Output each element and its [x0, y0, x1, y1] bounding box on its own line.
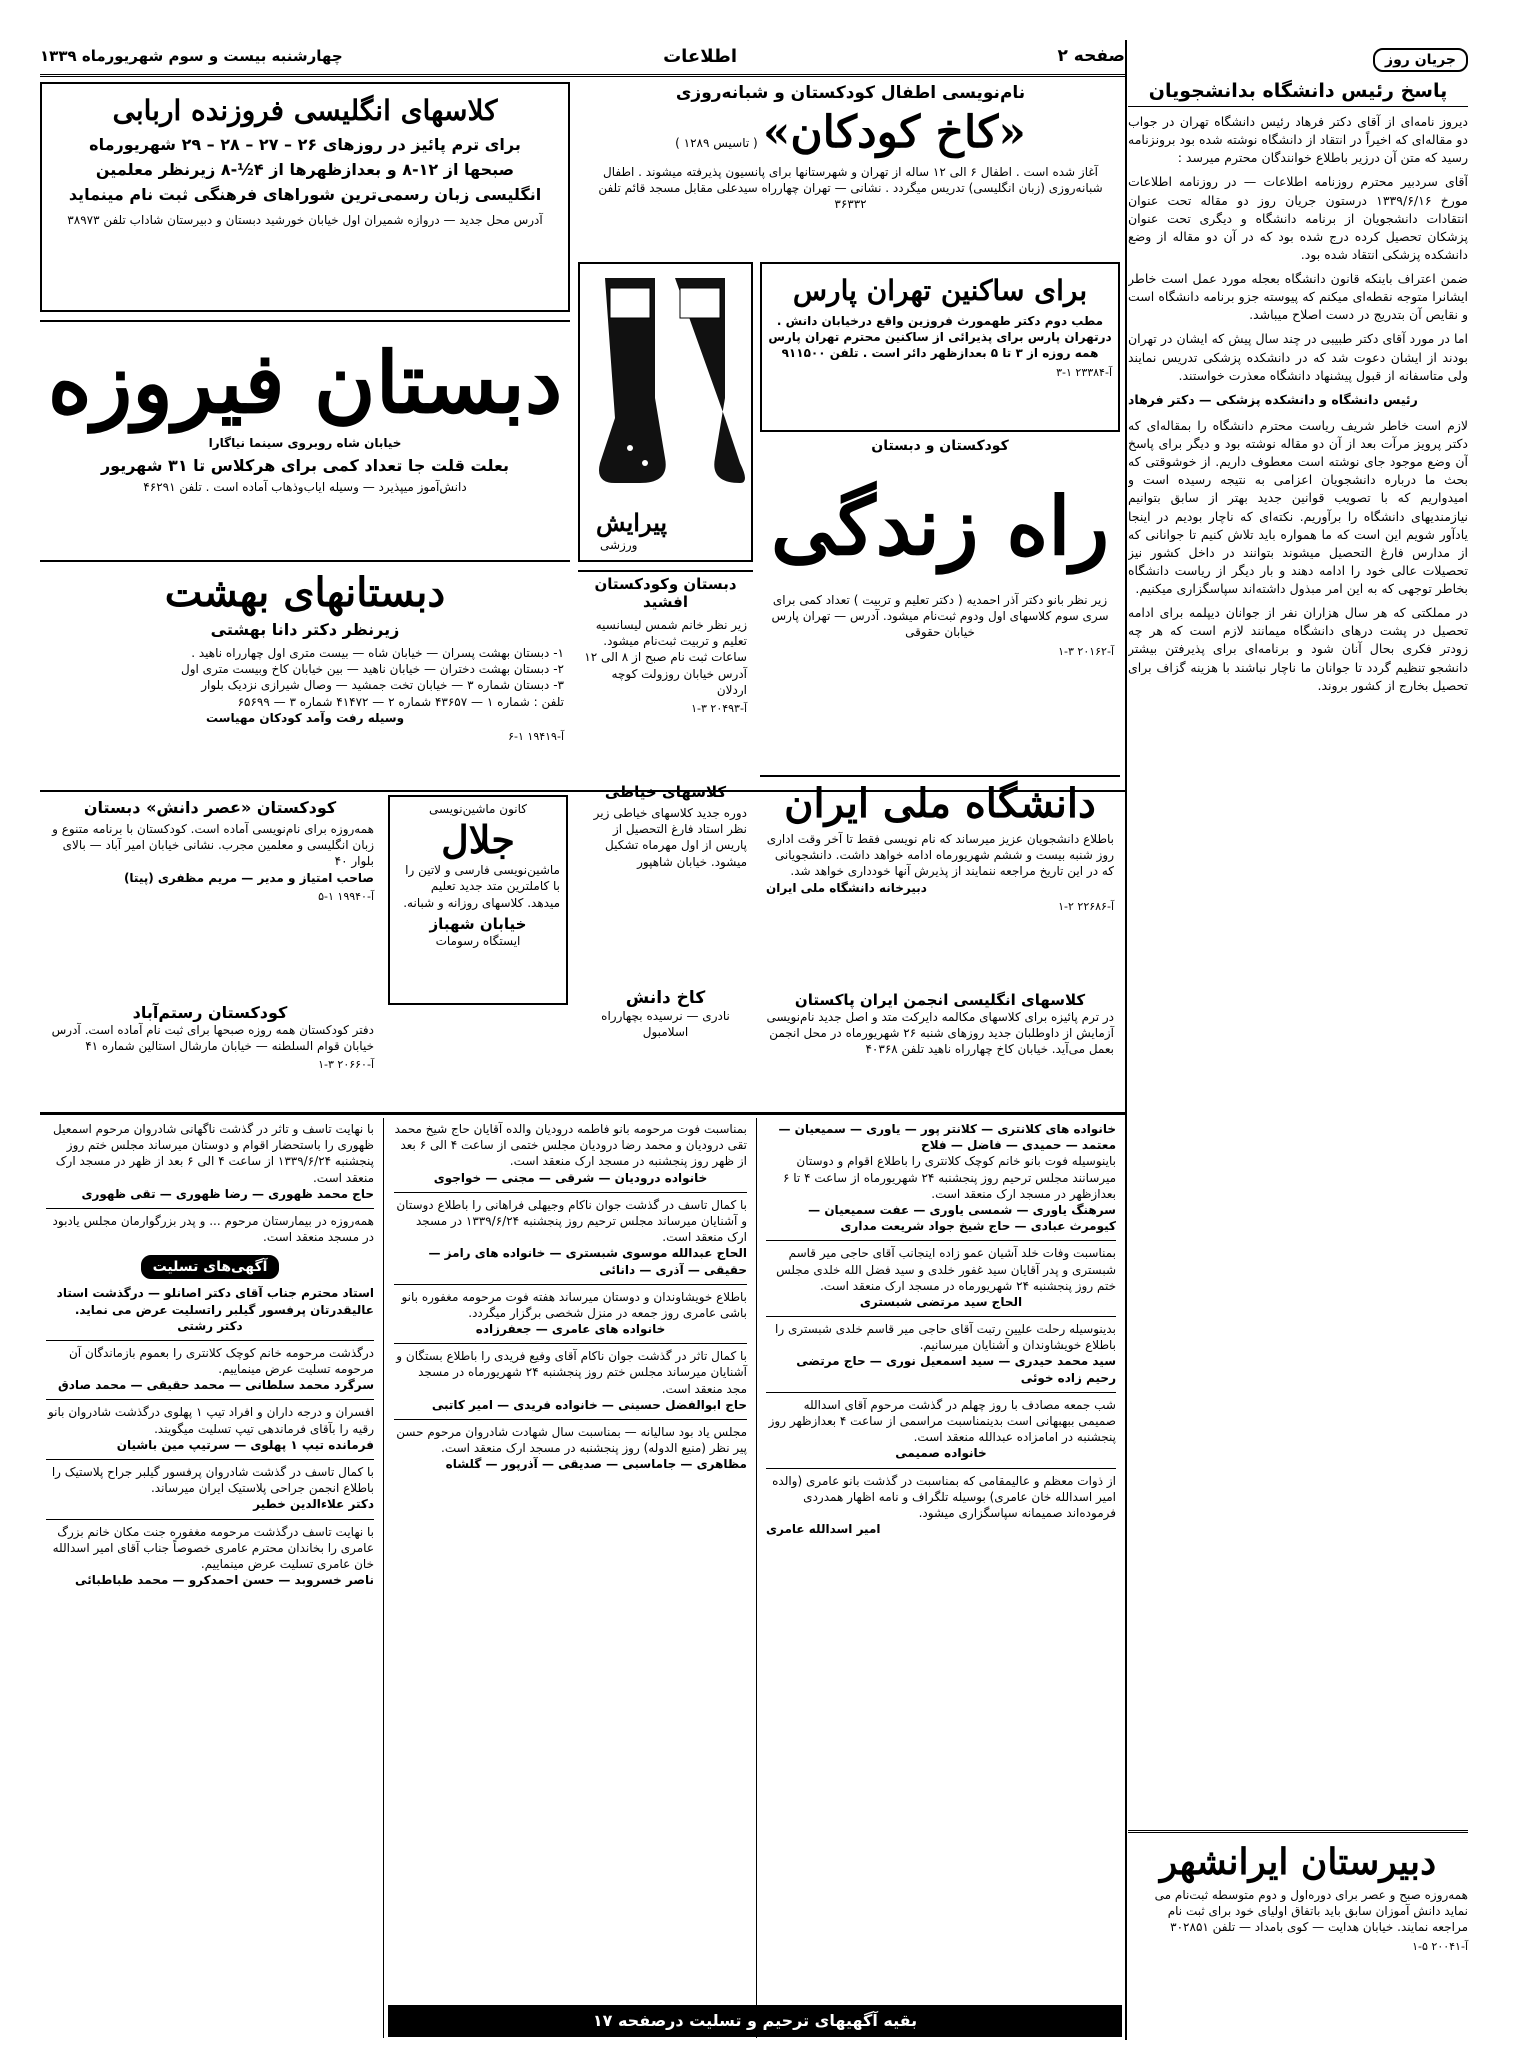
- header-date: چهارشنبه بیست و سوم شهریورماه ۱۳۳۹: [40, 47, 343, 65]
- pakistan-ad: [760, 988, 1120, 1108]
- afshid-text: زیر نظر خانم شمس لیسانسیه تعلیم و تربیت ثبت‌نام میشود. ساعات ثبت نام صبح از ۸ الی ۱۲ آدرس خیابان روزولت کوچه اردلان: [584, 618, 747, 697]
- clinic-text: مطب دوم دکتر طهمورث فروزین واقع درخیابان دانش . درتهران پارس برای پذیرائی از ساکنین محترم تهران پارس همه روزه از ۳ تا ۵ بعدازظهر دائر است . تلفن ۹۱۱۵۰۰: [768, 314, 1112, 361]
- asredanesh-code: آ-۱۹۹۴۰ ۱-۵: [318, 889, 374, 903]
- notice-text: بمناسبت وفات خلد آشیان عمو زاده اینجانب آقای حاجی میر قاسم شبستری و پدر آقایان سید غفور خلدی و سید فضل الله خلدی مجلس ختم روز پنجشنبه ۲۴ شهریورماه در مسجد ارک منعقد است.: [766, 1240, 1116, 1294]
- column-paragraph: لازم است خاطر شریف ریاست محترم دانشگاه را بمقاله‌ای که دکتر پرویز مرآت بعد از آن دو مقاله نوشته بود و دیگر برای پاسخ آن وضع موجود جای نوشته است معطوف داریم. از خوشوقتی که بحث ما درباره دانشجویان اعزامی به نتیجه رسیده است و امیدواریم که با تصویب قوانین جدید بهتر از سابق بتوانیم نیازمندیهای دانشگاه را برآوریم. نکته‌ای که ناچار بودیم در اینجا یادآور شویم این است که ما همواره باید تلاش کنیم تا جوانانی که از مدارس فارغ التحصیل میشوند بتوانند در داخل کشور نیز تحصیلات عالی خود را ادامه دهند و بار دیگر از ریاست دانشگاه بخاطر توجهی که به این امر مبذول داشته‌اند سپاسگزاری میکنیم.: [1128, 417, 1468, 596]
- behesht-code: آ-۱۹۴۱۹ ۱-۶: [508, 729, 564, 743]
- socks-illustration: [585, 268, 745, 508]
- tehranpars-clinic-ad: [760, 262, 1120, 432]
- iranshahr-code: آ-۲۰۰۴۱ ۵-۱: [1412, 1939, 1468, 1953]
- notice-text: افسران و درجه داران و افراد تیپ ۱ پهلوی درگذشت شادروان بانو رقیه را بآقای فرماندهی تیپ تسلیت میگویند.: [46, 1399, 374, 1436]
- asredanesh-text: همه‌روزه برای نام‌نویسی آماده است. کودکستان با برنامه متنوع و زبان انگلیسی و معلمین مجرب. نشانی خیابان امیر آباد — بالای بلوار ۴۰: [52, 822, 374, 869]
- khayati-title: کلاسهای خیاطی: [604, 783, 727, 801]
- rostamabad-text: دفتر کودکستان همه روزه صبحها برای ثبت نام آماده است. آدرس خیابان قوام السلطنه — خیابان مارشال استالین شماره ۴۱: [51, 1023, 374, 1054]
- khayati-text: دوره جدید کلاسهای خیاطی زیر نظر استاد فارغ التحصیل از پاریس از اول مهرماه تشکیل میشود. خیابان شاهپور: [593, 806, 747, 869]
- english-classes-line: صبحها از ۱۲-۸ و بعدازظهرها از ۴½-۸ زیرنظر معلمین: [95, 160, 515, 179]
- column-signature: رئیس دانشگاه و دانشکده پزشکی — دکتر فرهاد: [1128, 391, 1418, 407]
- behesht-line: ۳- دبستان شماره ۳ — خیابان تخت جمشید — وصال شیرازی نزدیک بلوار: [201, 678, 564, 693]
- notice-signature: خانواده صمیمی: [895, 1446, 987, 1461]
- notice-signature: خانواده درودیان — شرقی — مجنی — خواجوی: [433, 1170, 708, 1185]
- column-paragraph: دیروز نامه‌ای از آقای دکتر فرهاد رئیس دانشگاه تهران در جواب دو مقاله‌ای که اخیراً در انتقاد از دانشگاه نوشته شده بود برونزنامه رسید که متن آن درزیر باطلاع خوانندگان محترم میرسد :: [1128, 114, 1468, 166]
- column-paragraph: در مملکتی که هر سال هزاران نفر از جوانان دیپلمه برای ادامه تحصیل در پشت درهای دانشگاه میمانند لازم است که هر چه زودتر فکری بحال آنان شود و برنامه‌ای برای پذیرفتن بیشتر دانشجو تنظیم گردد تا جوانان ما ناچار نباشند با هزینه گزاف برای تحصیل بخارج از کشور بروند.: [1128, 605, 1468, 693]
- notice-text: با کمال تاسف در گذشت جوان ناکام وجیهلی فراهانی را باطلاع دوستان و آشنایان میرساند مجلس ترحیم روز پنجشنبه ۱۳۳۹/۶/۲۴ در مسجد ارک منعقد است.: [394, 1192, 747, 1246]
- notice-text: باینوسیله فوت بانو خانم کوچک کلانتری را باطلاع اقوام و دوستان میرسانند مجلس ترحیم روز پنجشنبه ۲۴ شهریورماه از ساعت ۴ تا ۶ بعدازظهر در مسجد ارک منعقد است.: [783, 1154, 1116, 1201]
- english-classes-line: برای ترم پائیز در روزهای ۲۶ – ۲۷ – ۲۸ – ۲۹ شهریورماه: [89, 135, 521, 154]
- pakistan-title: کلاسهای انگلیسی انجمن ایران پاکستان: [794, 991, 1086, 1009]
- rostamabad-ad: [40, 1000, 380, 1110]
- notices-left-column: [40, 1118, 380, 2038]
- behesht-line: ۱- دبستان بهشت پسران — خیابان شاه — بیست متری اول چهارراه ناهید .: [191, 646, 564, 660]
- jalal-text: ماشین‌نویسی فارسی و لاتین را با کاملترین متد جدید تعلیم میدهد. کلاسهای روزانه و شبانه.: [403, 863, 560, 910]
- kakh-text: آغاز شده است . اطفال ۶ الی ۱۲ ساله از تهران و شهرستانها برای پانسیون پذیرفته میشوند . اطفال شبانه‌روزی (زبان انگلیسی) تدریس میگردد . نشانی — تهران چهارراه سیدعلی مقابل مسجد قائم تلفن ۳۶۳۳۲: [598, 165, 1103, 212]
- khayati-ad: [578, 780, 753, 980]
- notice-text: بدینوسیله رحلت علیین رتبت آقای حاجی میر قاسم خلدی شبستری را باطلاع خویشاوندان و آشنایان میرسانیم.: [766, 1316, 1116, 1353]
- socks-brand: پیرایش: [596, 508, 668, 537]
- rostamabad-code: آ-۲۰۶۶۰ ۳-۱: [318, 1058, 374, 1072]
- notice-signature: حاج ابوالفضل حسینی — خانواده فریدی — امیر کاتبی: [431, 1397, 747, 1412]
- notice-signature: دکتر علاءالدین خطیر: [253, 1497, 374, 1512]
- afshid-title: دبستان وکودکستان افشید: [594, 575, 737, 611]
- kakh-koodakan-ad: [578, 80, 1123, 260]
- english-classes-title: کلاسهای انگلیسی فروزنده اربابی: [112, 94, 498, 127]
- notices-right-column: [760, 1118, 1122, 2038]
- afshid-ad: [578, 570, 753, 770]
- socks-ad: [578, 262, 753, 562]
- asredanesh-sign: صاحب امتیاز و مدیر — مریم مظفری (پیتا): [123, 870, 374, 885]
- jalal-title: جلال: [441, 817, 515, 863]
- column-paragraph: آقای سردبیر محترم روزنامه اطلاعات — در روزنامه اطلاعات مورخ ۱۳۳۹/۶/۱۶ درستون جریان روز دو مقاله تحت عنوان انتقادات دانشجویان از برنامه دانشگاه و دیگری تحت عنوان پزشکان تحصیل کرده درج شده بود که در آن دو مقاله از وضع دانشکده پزشکی انتقاد شده بود.: [1128, 174, 1468, 262]
- notice-text: همه‌روزه در بیمارستان مرحوم ... و پدر بزرگوارمان مجلس یادبود در مسجد منعقد است.: [46, 1208, 374, 1245]
- university-ad: [760, 775, 1120, 985]
- english-classes-ad: [40, 82, 570, 312]
- clinic-title: برای ساکنین تهران پارس: [792, 274, 1088, 307]
- notice-signature: خانواده های عامری — جعفرزاده: [475, 1322, 666, 1337]
- header-page-number: صفحه ۲: [1057, 46, 1125, 66]
- firouzeh-line: دانش‌آموز میپذیرد — وسیله ایاب‌وذهاب آماده است . تلفن ۴۶۲۹۱: [143, 479, 467, 494]
- notice-signature: حاج محمد ظهوری — رضا ظهوری — تقی ظهوری: [81, 1186, 374, 1201]
- kakh-established: ( تاسیس ۱۲۸۹ ): [675, 136, 758, 150]
- right-column: [1128, 40, 1468, 2040]
- notice-signature: ناصر خسروبد — حسن احمدکرو — محمد طباطبائی: [75, 1573, 374, 1588]
- kakh-title: «کاخ کودکان»: [762, 107, 1026, 158]
- firouzeh-line: خیابان شاه روبروی سینما نیاگارا: [208, 436, 402, 451]
- behesht-ad: [40, 560, 570, 785]
- notice-signature: مظاهری — جاماسبی — صدیقی — آذرپور — گلشاه: [445, 1457, 747, 1472]
- notice-text: با کمال تاسف در گذشت شادروان پرفسور گیلبر جراح پلاستیک را باطلاع انجمن جراحی پلاستیک ایران میرساند.: [46, 1459, 374, 1496]
- kakh-top: نام‌نویسی اطفال کودکستان و شبانه‌روزی: [675, 83, 1026, 103]
- notice-heading: خانواده های کلانتری — کلانتر پور — یاوری — سمیعیان — معتمد — حمیدی — فاضل — فلاح: [778, 1122, 1116, 1153]
- university-code: آ-۲۲۶۸۶ ۲-۱: [1058, 899, 1114, 913]
- rahzendegi-title: راه زندگی: [770, 479, 1110, 573]
- notice-text: شب جمعه مصادف با روز چهلم در گذشت مرحوم آقای اسدالله صمیمی ببهبهانی است بدینمناسبت مراسمی از ساعت ۴ بعدازظهر روز پنجشنبه در امامزاده عبدالله منعقد است.: [766, 1392, 1116, 1446]
- behesht-title: دبستانهای بهشت: [164, 569, 446, 616]
- notice-signature: الحاج عبدالله موسوی شبستری — خانواده های رامز — حقیقی — آذری — دانائی: [428, 1246, 747, 1277]
- notice-text: از ذوات معظم و عالیمقامی که بمناسبت در گذشت بانو عامری (والده امیر اسدالله خان عامری) بوسیله تلگراف و نامه اظهار همدردی فرموده‌اند صمیمانه سپاسگزاری میشود.: [766, 1468, 1116, 1522]
- column-paragraph: اما در مورد آقای دکتر طبیبی در چند سال پیش که ایشان در تهران بودند از ایشان دعوت شد که در دانشکده پزشکی تدریس نمایند ولی متاسفانه از قبول پیشنهاد دانشگاه معذرت خواستند.: [1128, 331, 1468, 383]
- jalal-foot2: ایستگاه رسومات: [435, 933, 521, 948]
- kakhdanesh-text: نادری — نرسیده بچهارراه اسلامبول: [601, 1009, 730, 1040]
- pakistan-text: در ترم پائیزه برای کلاسهای مکالمه دایرکت متد و اصل جدید نام‌نویسی آزمایش از داوطلبان جدید روزهای شنبه ۲۶ شهریورماه در محل انجمن بعمل می‌آید. خیابان کاخ چهارراه ناهید تلفن ۴۰۳۶۸: [766, 1010, 1114, 1057]
- more-notices-banner: بقیه آگهیهای ترحیم و تسلیت درصفحه ۱۷: [388, 2005, 1122, 2037]
- notice-text: مجلس یاد بود سالیانه — بمناسبت سال شهادت شادروان مرحوم حسن پیر نظر (منیع الدوله) روز پنجشنبه در مسجد ارک منعقد است.: [394, 1419, 747, 1456]
- jalal-kicker: کانون ماشین‌نویسی: [428, 802, 527, 816]
- university-title: دانشگاه ملی ایران: [784, 780, 1096, 827]
- notice-signature: فرمانده تیپ ۱ پهلوی — سرتیپ مین باشیان: [116, 1437, 374, 1452]
- notice-text: با نهایت تاسف درگذشت مرحومه مغفوره جنت مکان خانم بزرگ عامری را بخاندان محترم عامری خصوصاً جناب آقای امیر اسدالله خان عامری تسلیت عرض مینماییم.: [46, 1519, 374, 1573]
- university-text: باطلاع دانشجویان عزیز میرساند که نام نویسی فقط تا آخر وقت اداری روز شنبه بیست و ششم شهریورماه ادامه خواهد داشت. دانشجویانی که در این تاریخ مراجعه ننمایند از پذیرش آنها خودداری خواهد شد.: [766, 832, 1114, 879]
- afshid-code: آ-۲۰۴۹۳ ۳-۱: [691, 701, 747, 715]
- notice-signature: الحاج سید مرتضی شبستری: [859, 1294, 1023, 1309]
- condolence-tag: آگهی‌های تسلیت: [141, 1255, 280, 1279]
- asredanesh-ad: [40, 795, 380, 995]
- column-paragraph: ضمن اعتراف باینکه قانون دانشگاه بعجله مورد عمل است خاطر ایشانرا متوجه نقطه‌ای میکنم که پیوسته جزو برنامه دانشگاه است و نقایص آن بتدریج در دست اصلاح میباشد.: [1128, 271, 1468, 323]
- english-classes-line: انگلیسی زبان رسمی‌ترین شوراهای فرهنگی ثبت نام مینماید: [68, 185, 542, 204]
- notice-text: با کمال تاثر در گذشت جوان ناکام آقای وفیع فریدی را باطلاع بستگان و آشنایان میرساند مجلس ختم روز پنجشنبه ۲۴ شهریورماه در مسجد مجد منعقد است.: [394, 1343, 747, 1397]
- jalal-foot: خیابان شهباز: [429, 914, 527, 933]
- column-divider: [1125, 40, 1127, 2040]
- socks-sub: ورزشی: [600, 538, 638, 552]
- notice-divider: [383, 1118, 384, 2038]
- iranshahr-title: دبیرستان ایرانشهر: [1159, 1841, 1437, 1883]
- firouzeh-line: بعلت قلت جا تعداد کمی برای هرکلاس تا ۳۱ شهریور: [100, 455, 510, 475]
- behesht-line: ۲- دبستان بهشت دختران — خیابان ناهید — بین خیابان کاخ وبیست متری اول: [181, 662, 564, 677]
- notice-text: درگذشت مرحومه خانم کوچک کلانتری را بعموم بازماندگان آن مرحومه تسلیت عرض مینماییم.: [46, 1340, 374, 1377]
- behesht-line: تلفن : شماره ۱ — ۴۳۶۵۷ شماره ۲ — ۴۱۴۷۲ شماره ۳ — ۶۵۶۹۹: [237, 694, 564, 709]
- behesht-subtitle: زیرنظر دکتر دانا بهشتی: [210, 620, 400, 639]
- iranshahr-text: همه‌روزه صبح و عصر برای دوره‌اول و دوم متوسطه ثبت‌نام می نماید دانش آموزان سابق باید باتفاق اولیای خود برای ثبت نام مراجعه نمایند. خیابان هدایت — کوی بامداد — تلفن ۳۰۲۸۵۱: [1154, 1888, 1468, 1935]
- notice-signature: سرگرد محمد سلطانی — محمد حقیقی — محمد صادق: [58, 1378, 374, 1393]
- rostamabad-title: کودکستان رستم‌آباد: [132, 1003, 288, 1022]
- header-paper-name: اطلاعات: [663, 45, 738, 67]
- notice-signature: سرهنگ یاوری — شمسی یاوری — عفت سمیعیان — کیومرث عبادی — حاج شیخ جواد شریعت مداری: [808, 1202, 1116, 1234]
- behesht-line: وسیله رفت وآمد کودکان مهیاست: [205, 710, 405, 725]
- notice-text: باطلاع خویشاوندان و دوستان میرساند هفته فوت مرحومه مغفوره بانو باشی عامری روز جمعه در منزل شخصی برگزار میگردد.: [394, 1284, 747, 1321]
- column-title: پاسخ رئیس دانشگاه بدانشجویان: [1128, 80, 1468, 107]
- english-classes-address: آدرس محل جدید — دروازه شمیران اول خیابان خورشید دبستان و دبیرستان شاداب تلفن ۳۸۹۷۳: [67, 213, 543, 227]
- rahzendegi-kicker: کودکستان و دبستان: [871, 438, 1009, 454]
- university-sign: دبیرخانه دانشگاه ملی ایران: [766, 880, 927, 895]
- kakhdanesh-ad: [578, 985, 753, 1095]
- firouzeh-title: دبستان فیروزه: [47, 333, 563, 432]
- notice-signature: سید محمد حیدری — سید اسمعیل نوری — حاج مرتضی رحیم زاده خوئی: [796, 1354, 1116, 1385]
- notice-text: استاد محترم جناب آقای دکتر اصانلو — درگذشت استاد عالیقدرتان پرفسور گیلبر راتسلیت عرض می نماید.: [56, 1286, 374, 1317]
- page-header: [40, 38, 1125, 77]
- notice-divider: [756, 1118, 757, 2038]
- rah-zendegi-ad: [760, 435, 1120, 765]
- rahzendegi-code: آ-۲۰۱۶۲ ۳-۱: [1058, 644, 1114, 658]
- notice-signature: دکتر رشتی: [177, 1318, 243, 1333]
- asredanesh-title: کودکستان «عصر دانش» دبستان: [83, 798, 337, 817]
- clinic-code: آ-۲۳۳۸۴ ۱-۳: [1056, 365, 1112, 379]
- kakhdanesh-title: کاخ دانش: [625, 988, 706, 1008]
- column-tag: جریان روز: [1373, 48, 1468, 72]
- notices-middle-column: [388, 1118, 753, 2038]
- iranshahr-ad: [1128, 1830, 1468, 1953]
- firouzeh-ad: [40, 320, 570, 555]
- jalal-ad: [388, 795, 568, 1005]
- notice-signature: امیر اسدالله عامری: [766, 1522, 881, 1537]
- section-rule: [40, 1112, 1125, 1115]
- notice-text: با نهایت تاسف و تاثر در گذشت ناگهانی شادروان مرحوم اسمعیل ظهوری را باستحضار اقوام و دوستان میرساند مجلس ختم روز پنجشنبه ۱۳۳۹/۶/۲۴ از ساعت ۴ الی ۶ بعد از ظهر در مسجد ارک منعقد است.: [53, 1122, 374, 1185]
- notice-text: بمناسبت فوت مرحومه بانو فاطمه درودیان والده آقایان حاج شیخ محمد تقی درودیان و محمد رضا درودیان مجلس ختمی از ساعت ۴ الی ۶ بعد از ظهر روز پنجشنبه در مسجد ارک منعقد است.: [394, 1122, 747, 1169]
- rahzendegi-text: زیر نظر بانو دکتر آذر احمدیه ( دکتر تعلیم و تربیت ) تعداد کمی برای سری سوم کلاسهای اول ودوم ثبت‌نام میشود. آدرس — تهران پارس خیابان حقوقی: [771, 593, 1109, 640]
